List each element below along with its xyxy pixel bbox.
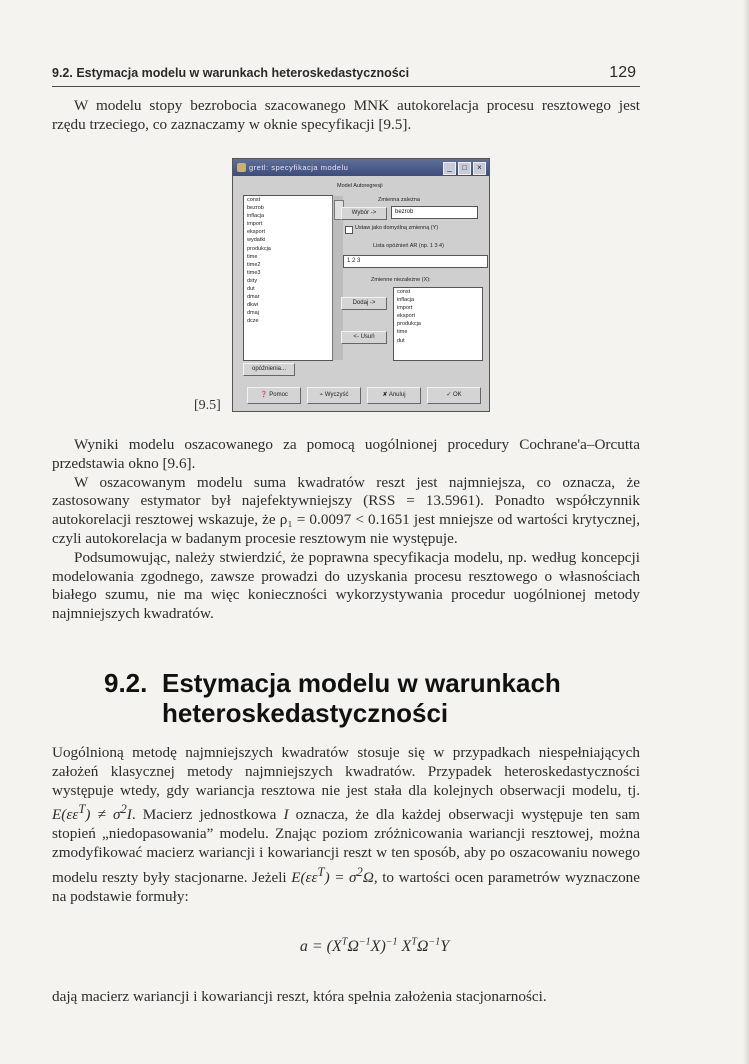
remove-regressor-button[interactable]: <- Usuń — [341, 331, 387, 344]
ar-lags-field[interactable]: 1 2 3 — [343, 255, 488, 268]
regressors-list-items — [394, 288, 482, 345]
default-dependent-checkbox[interactable] — [345, 226, 353, 234]
section-title-line2: heteroskedastyczności — [162, 698, 449, 728]
dialog-title: gretl: specyfikacja modelu — [249, 163, 349, 172]
header-rule — [52, 86, 640, 87]
expectation-expr: $E(\varepsilon\varepsilon^T) \ne \sigma^2I$ — [52, 802, 132, 824]
ok-icon: ✓ — [446, 392, 452, 398]
variable-list-item[interactable]: import — [247, 221, 263, 228]
variable-list-item[interactable]: produkcja — [247, 245, 271, 252]
regressor-list-item[interactable]: eksport — [397, 313, 416, 320]
running-header-title: 9.2. Estymacja modelu w warunkach heteroskedastyczności — [52, 66, 410, 80]
dialog-titlebar — [233, 159, 489, 176]
variables-list[interactable] — [243, 195, 333, 361]
dependent-variable-field[interactable]: bezrob — [391, 206, 478, 219]
regressor-list-item[interactable]: produkcja — [397, 321, 421, 328]
page-number: 129 — [609, 64, 636, 81]
dependent-label: Zmienna zależna — [378, 197, 420, 203]
regressor-list-item[interactable]: const — [397, 289, 411, 295]
clear-button[interactable] — [307, 387, 361, 404]
variable-list-item[interactable]: time — [247, 253, 258, 260]
lags-button[interactable]: opóźnienia... — [243, 363, 295, 376]
section-paragraph — [52, 744, 640, 907]
variable-list-item[interactable]: time2 — [247, 261, 261, 268]
regressor-list-item[interactable]: import — [397, 305, 413, 312]
paragraph-3: Podsumowując, należy stwierdzić, że poprawna specyfikacja modelu, np. według koncepcji modelowania zgodnego, zawsze prowadzi do uzyskania procesu resztowego o własnościach białego szumu, nie ma więc konieczności wykorzystywania procedur uogólnionej metody najmniejszych kwadratów. — [52, 548, 640, 623]
variable-list-item[interactable]: dmaj — [247, 310, 259, 317]
results-paragraphs — [52, 436, 640, 624]
regressor-list-item[interactable]: inflacja — [397, 297, 415, 304]
variable-list-item[interactable]: dcze — [247, 318, 259, 325]
clear-label: Wyczyść — [324, 392, 349, 398]
gretl-app-icon — [237, 163, 246, 172]
covariance-expr: $E(\varepsilon\varepsilon^T) = \sigma^2\Omega$ — [291, 864, 374, 886]
variable-list-item[interactable]: dut — [247, 286, 255, 293]
ok-button[interactable] — [427, 387, 481, 404]
section-number: 9.2. — [104, 668, 148, 698]
figure-label: [9.5] — [194, 398, 221, 413]
help-icon: ❓ — [260, 392, 268, 398]
cancel-button[interactable] — [367, 387, 421, 404]
variable-list-item[interactable]: const — [247, 197, 261, 203]
variable-list-item[interactable]: time3 — [247, 269, 261, 276]
variable-list-item[interactable]: eksport — [247, 229, 266, 236]
cancel-icon: ✘ — [382, 392, 388, 398]
section-title-line1: Estymacja modelu w warunkach — [162, 668, 561, 698]
intro-text: W modelu stopy bezrobocia szacowanego MNK autokorelacja procesu resztowego jest rzędu trzeciego, co zaznaczamy w oknie specyfikacji [9.5]. — [52, 97, 640, 133]
choose-dependent-button[interactable]: Wybór -> — [341, 207, 387, 220]
intro-paragraph — [52, 97, 640, 135]
default-dependent-label: Ustaw jako domyślną zmienną (Y) — [355, 225, 439, 231]
help-label: Pomoc — [269, 392, 288, 398]
closing-paragraph — [52, 988, 640, 1007]
variable-list-item[interactable]: inflacja — [247, 213, 265, 220]
close-icon[interactable]: × — [473, 162, 486, 175]
paragraph-1: Wyniki modelu oszacowanego za pomocą uogólnionej procedury Cochrane'a–Orcutta przedstawia okno [9.6]. — [52, 436, 640, 472]
add-regressor-button[interactable]: Dodaj -> — [341, 297, 387, 310]
variable-list-item[interactable]: dkwi — [247, 302, 259, 309]
ar-lags-label: Lista opóźnień AR (np. 1 3 4) — [373, 243, 444, 249]
regressors-label: Zmienne niezależne (X): — [371, 277, 431, 283]
broom-icon: ⌁ — [319, 392, 324, 398]
running-header — [52, 64, 640, 84]
minimize-icon[interactable]: _ — [443, 162, 456, 175]
regressors-list[interactable] — [393, 287, 483, 361]
ok-label: OK — [453, 392, 462, 398]
model-spec-dialog — [232, 158, 490, 412]
variables-list-items — [244, 196, 332, 326]
maximize-icon[interactable]: □ — [458, 162, 471, 175]
cancel-label: Anuluj — [388, 392, 406, 398]
paragraph-2: W oszacowanym modelu suma kwadratów reszt jest najmniejsza, co oznacza, że zastosowany estymator był najefektywniejszy (RSS = 13.5961). Ponadto współczynnik autokorelacji resztowej wskazuje, że ρ₁ = 0.0097 < 0.1651 jest mniejsze od wartości krytycznej, czyli autokorelacja w badanym procesie resztowym nie występuje. — [52, 473, 640, 547]
gls-formula: $a = (X^T\Omega^{-1}X)^{-1}$ $X^T\Omega^{-1}Y$ — [299, 937, 450, 956]
variable-list-item[interactable]: bezrob — [247, 205, 264, 212]
variable-list-item[interactable]: dsty — [247, 277, 258, 284]
variable-list-item[interactable]: wydatki — [247, 237, 266, 244]
help-button[interactable] — [247, 387, 301, 404]
section-paragraph-text: Uogólnioną metodę najmniejszych kwadratów stosuje się w przypadkach niespełniających założeń klasycznej metody najmniejszych kwadratów. Przypadek heteroskedastyczności występuje wtedy, gdy wariancja resztowa nie jest stała dla kolejnych obserwacji modelu, tj. $E(\varepsilon\varepsilon^T) \ne \sigma^2I$. Macierz jednostkowa I oznacza, że dla każdej obserwacji występuje ten sam stopień „niedopasowania” modelu. Znając poziom zróżnicowania wariancji resztowej, można zmodyfikować macierz wariancji i kowariancji reszt w ten sposób, aby po oszacowaniu nowego modelu reszty były stacjonarne. Jeżeli $E(\varepsilon\varepsilon^T) = \sigma^2\Omega$, to wartości ocen parametrów wyznaczone na podstawie formuły: — [52, 744, 641, 905]
regressor-list-item[interactable]: time — [397, 329, 408, 336]
regressor-list-item[interactable]: dut — [397, 337, 405, 344]
page-edge-shadow — [743, 0, 749, 1064]
model-heading: Model Autoregresji — [337, 183, 383, 189]
variable-list-item[interactable]: dmar — [247, 294, 260, 301]
closing-text: dają macierz wariancji i kowariancji reszt, która spełnia założenia stacjonarności. — [52, 988, 547, 1005]
